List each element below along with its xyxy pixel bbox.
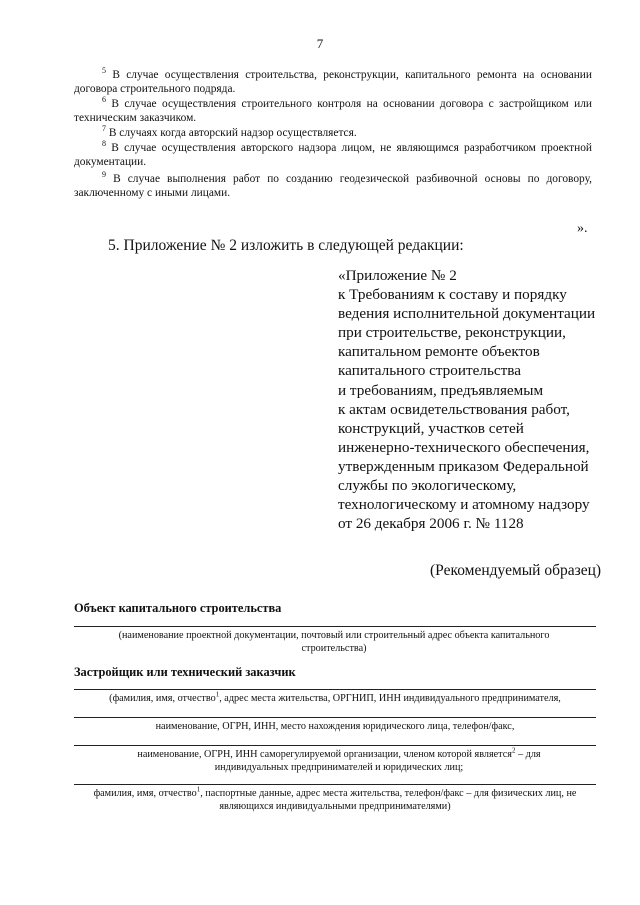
footnote-number: 7 <box>102 124 106 134</box>
developer-fill-line-2 <box>74 717 596 718</box>
footnote-number: 9 <box>102 170 106 180</box>
developer-caption-2: наименование, ОГРН, ИНН, место нахождения юридического лица, телефон/факс, <box>155 721 515 732</box>
object-section-title: Объект капитального строительства <box>74 601 282 615</box>
footnote-6 <box>74 97 592 125</box>
footnote-text: В случае осуществления строительства, реконструкции, капитального ремонта на основании договора строительного подряда. <box>74 69 592 95</box>
appendix-line: капитального строительства <box>338 362 521 380</box>
appendix-line: инженерно-технического обеспечения, <box>338 438 590 456</box>
footnote-text: В случае осуществления авторского надзора лицом, не являющимся разработчиком проектной документации. <box>74 142 592 168</box>
footnote-text: В случаях когда авторский надзор осуществляется. <box>108 127 357 139</box>
footnote-text: В случае осуществления строительного контроля на основании договора с застройщиком или техническим заказчиком. <box>74 98 592 124</box>
footnote-number: 8 <box>102 139 106 149</box>
object-caption: (наименование проектной документации, почтовый или строительный адрес объекта капитального строительства) <box>118 630 550 654</box>
page-number: 7 <box>316 36 324 51</box>
object-fill-line <box>74 626 596 627</box>
recommended-sample-label: (Рекомендуемый образец) <box>430 562 602 579</box>
appendix-line: службы по экологическому, <box>338 477 517 495</box>
footnote-text: В случае выполнения работ по созданию геодезической разбивочной основы по договору, заключенному с иными лицами. <box>74 173 592 199</box>
footnote-9 <box>74 172 592 200</box>
quote-close: ». <box>577 221 588 236</box>
appendix-line: технологическому и атомному надзору <box>338 496 590 514</box>
appendix-line: и требованиям, предъявляемым <box>338 381 544 399</box>
item-5-text: 5. Приложение № 2 изложить в следующей редакции: <box>108 237 464 254</box>
footnote-8 <box>74 141 592 169</box>
appendix-line: капитальном ремонте объектов <box>338 343 540 361</box>
appendix-line: при строительстве, реконструкции, <box>338 324 566 342</box>
appendix-line: от 26 декабря 2006 г. № 1128 <box>338 515 524 533</box>
developer-caption-4: фамилия, имя, отчество$^1$, паспортные данные, адрес места жительства, телефон/факс – для физических лиц, не являющихся индивидуальными предпринимателями) <box>93 785 577 812</box>
appendix-line: к актам освидетельствования работ, <box>338 400 570 418</box>
developer-fill-line-3 <box>74 745 596 746</box>
appendix-line: ведения исполнительной документации <box>338 305 596 323</box>
developer-fill-line-1 <box>74 689 596 690</box>
footnote-7 <box>74 126 592 140</box>
appendix-line: к Требованиям к составу и порядку <box>338 286 567 304</box>
appendix-header <box>338 266 598 533</box>
developer-caption-3: наименование, ОГРН, ИНН саморегулируемой организации, членом которой является$^2$ – для индивидуальных предпринимателей и юридических лиц; <box>137 746 541 773</box>
developer-fill-line-4 <box>74 784 596 785</box>
footnote-number: 6 <box>102 95 106 105</box>
developer-caption-1: (фамилия, имя, отчество$^1$, адрес места жительства, ОРГНИП, ИНН индивидуального предпринимателя, <box>109 690 561 704</box>
appendix-line: утвержденным приказом Федеральной <box>338 457 589 475</box>
footnote-number: 5 <box>102 66 106 76</box>
footnote-5 <box>74 68 592 96</box>
developer-section-title: Застройщик или технический заказчик <box>74 665 296 679</box>
appendix-line: «Приложение № 2 <box>338 267 457 284</box>
appendix-line: конструкций, участков сетей <box>338 419 524 437</box>
